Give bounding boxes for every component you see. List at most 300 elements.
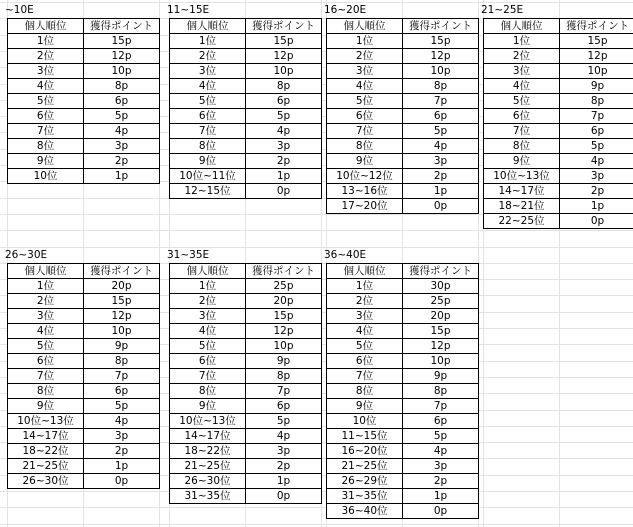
rank-cell[interactable]: 4位 xyxy=(327,79,403,94)
points-cell[interactable]: 15p xyxy=(84,34,160,49)
table-header-row xyxy=(8,264,160,279)
header-points[interactable]: 獲得ポイント xyxy=(403,19,479,34)
points-cell[interactable]: 3p xyxy=(403,459,479,474)
points-cell[interactable]: 9p xyxy=(246,354,322,369)
rank-cell[interactable]: 9位 xyxy=(484,154,560,169)
rank-cell[interactable]: 3位 xyxy=(484,64,560,79)
rank-cell[interactable]: 10位~13位 xyxy=(8,414,84,429)
points-cell[interactable]: 7p xyxy=(403,399,479,414)
rank-cell[interactable]: 36~40位 xyxy=(327,504,403,519)
rank-cell[interactable]: 9位 xyxy=(8,399,84,414)
points-cell[interactable]: 6p xyxy=(84,94,160,109)
header-rank[interactable]: 個人順位 xyxy=(8,19,84,34)
table-row xyxy=(8,79,160,94)
points-cell[interactable]: 4p xyxy=(560,154,633,169)
table-row xyxy=(327,184,479,199)
rank-cell[interactable]: 3位 xyxy=(8,309,84,324)
table-row xyxy=(327,34,479,49)
points-cell[interactable]: 12p xyxy=(403,339,479,354)
points-cell[interactable]: 15p xyxy=(84,294,160,309)
points-cell[interactable]: 5p xyxy=(84,109,160,124)
table-row xyxy=(170,354,322,369)
rank-cell[interactable]: 8位 xyxy=(484,139,560,154)
table-row xyxy=(170,109,322,124)
table-row xyxy=(327,309,479,324)
points-cell[interactable]: 8p xyxy=(560,94,633,109)
table-row xyxy=(484,79,633,94)
table-row xyxy=(170,444,322,459)
points-cell[interactable]: 1p xyxy=(246,474,322,489)
rank-cell[interactable]: 18~22位 xyxy=(170,444,246,459)
rank-cell[interactable]: 4位 xyxy=(170,324,246,339)
points-cell[interactable]: 10p xyxy=(403,354,479,369)
rank-cell[interactable]: 9位 xyxy=(327,154,403,169)
rank-cell[interactable]: 2位 xyxy=(8,294,84,309)
points-cell[interactable]: 4p xyxy=(403,444,479,459)
table-row xyxy=(484,199,633,214)
rank-cell[interactable]: 8位 xyxy=(170,384,246,399)
points-cell[interactable]: 9p xyxy=(560,79,633,94)
table-block-1 xyxy=(5,4,159,184)
table-row xyxy=(327,154,479,169)
rank-cell[interactable]: 7位 xyxy=(8,124,84,139)
table-row xyxy=(327,459,479,474)
rank-cell[interactable]: 3位 xyxy=(327,309,403,324)
rank-cell[interactable]: 1位 xyxy=(484,34,560,49)
points-cell[interactable]: 12p xyxy=(84,49,160,64)
rank-cell[interactable]: 6位 xyxy=(8,354,84,369)
points-cell[interactable]: 0p xyxy=(246,184,322,199)
rank-cell[interactable]: 21~25位 xyxy=(327,459,403,474)
points-cell[interactable]: 8p xyxy=(246,79,322,94)
points-cell[interactable]: 7p xyxy=(246,384,322,399)
rank-cell[interactable]: 10位~11位 xyxy=(170,169,246,184)
points-cell[interactable]: 1p xyxy=(403,184,479,199)
rank-cell[interactable]: 1位 xyxy=(8,279,84,294)
points-cell[interactable]: 3p xyxy=(246,444,322,459)
points-cell[interactable]: 8p xyxy=(403,384,479,399)
table-row xyxy=(327,199,479,214)
rank-cell[interactable]: 5位 xyxy=(8,94,84,109)
table-row xyxy=(8,444,160,459)
rank-cell[interactable]: 21~25位 xyxy=(8,459,84,474)
rank-cell[interactable]: 2位 xyxy=(327,49,403,64)
rank-cell[interactable]: 26~30位 xyxy=(8,474,84,489)
table-header-row xyxy=(170,264,322,279)
header-rank[interactable]: 個人順位 xyxy=(170,264,246,279)
rank-cell[interactable]: 4位 xyxy=(8,79,84,94)
rank-cell[interactable]: 5位 xyxy=(327,94,403,109)
rank-cell[interactable]: 6位 xyxy=(8,109,84,124)
header-points[interactable]: 獲得ポイント xyxy=(403,264,479,279)
table-row xyxy=(170,429,322,444)
rank-cell[interactable]: 5位 xyxy=(8,339,84,354)
table-row xyxy=(8,94,160,109)
points-table xyxy=(169,263,322,504)
rank-cell[interactable]: 26~30位 xyxy=(170,474,246,489)
points-cell[interactable]: 0p xyxy=(403,199,479,214)
table-row xyxy=(484,109,633,124)
gridline-horizontal xyxy=(0,524,633,525)
rank-cell[interactable]: 10位 xyxy=(327,414,403,429)
table-row xyxy=(8,139,160,154)
rank-cell[interactable]: 5位 xyxy=(170,339,246,354)
rank-cell[interactable]: 6位 xyxy=(170,354,246,369)
table-row xyxy=(170,279,322,294)
table-row xyxy=(327,444,479,459)
table-row xyxy=(170,309,322,324)
points-cell[interactable]: 10p xyxy=(84,324,160,339)
rank-cell[interactable]: 31~35位 xyxy=(170,489,246,504)
points-cell[interactable]: 6p xyxy=(403,414,479,429)
header-rank[interactable]: 個人順位 xyxy=(327,264,403,279)
table-block-4 xyxy=(481,4,633,229)
points-cell[interactable]: 1p xyxy=(84,459,160,474)
table-row xyxy=(170,49,322,64)
table-row xyxy=(327,354,479,369)
table-row xyxy=(484,169,633,184)
rank-cell[interactable]: 21~25位 xyxy=(170,459,246,474)
rank-cell[interactable]: 7位 xyxy=(327,369,403,384)
points-cell[interactable]: 7p xyxy=(403,94,479,109)
points-cell[interactable]: 15p xyxy=(246,309,322,324)
table-row xyxy=(170,384,322,399)
rank-cell[interactable]: 11~15位 xyxy=(327,429,403,444)
points-cell[interactable]: 9p xyxy=(403,369,479,384)
points-cell[interactable]: 5p xyxy=(84,399,160,414)
points-cell[interactable]: 8p xyxy=(403,79,479,94)
points-cell[interactable]: 15p xyxy=(403,34,479,49)
points-cell[interactable]: 20p xyxy=(84,279,160,294)
points-cell[interactable]: 5p xyxy=(246,414,322,429)
rank-cell[interactable]: 10位~12位 xyxy=(327,169,403,184)
points-cell[interactable]: 10p xyxy=(403,64,479,79)
points-cell[interactable]: 1p xyxy=(84,169,160,184)
points-cell[interactable]: 2p xyxy=(403,474,479,489)
header-points[interactable]: 獲得ポイント xyxy=(84,264,160,279)
table-row xyxy=(8,414,160,429)
rank-cell[interactable]: 7位 xyxy=(484,124,560,139)
points-cell[interactable]: 6p xyxy=(560,124,633,139)
rank-cell[interactable]: 4位 xyxy=(170,79,246,94)
table-row xyxy=(170,79,322,94)
table-row xyxy=(8,279,160,294)
table-row xyxy=(484,154,633,169)
points-cell[interactable]: 3p xyxy=(560,169,633,184)
rank-cell[interactable]: 1位 xyxy=(8,34,84,49)
points-cell[interactable]: 25p xyxy=(246,279,322,294)
points-cell[interactable]: 3p xyxy=(246,139,322,154)
points-cell[interactable]: 20p xyxy=(246,294,322,309)
table-row xyxy=(327,369,479,384)
points-table xyxy=(169,18,322,199)
table-row xyxy=(8,459,160,474)
points-cell[interactable]: 15p xyxy=(560,34,633,49)
header-rank[interactable]: 個人順位 xyxy=(484,19,560,34)
points-cell[interactable]: 4p xyxy=(403,139,479,154)
rank-cell[interactable]: 2位 xyxy=(327,294,403,309)
points-cell[interactable]: 0p xyxy=(246,489,322,504)
points-table xyxy=(7,263,160,489)
points-cell[interactable]: 15p xyxy=(403,324,479,339)
table-row xyxy=(8,354,160,369)
table-header-row xyxy=(484,19,633,34)
table-row xyxy=(484,94,633,109)
points-cell[interactable]: 12p xyxy=(560,49,633,64)
points-cell[interactable]: 4p xyxy=(246,429,322,444)
points-cell[interactable]: 2p xyxy=(560,184,633,199)
header-rank[interactable]: 個人順位 xyxy=(8,264,84,279)
table-block-3 xyxy=(324,4,478,214)
points-cell[interactable]: 8p xyxy=(246,369,322,384)
rank-cell[interactable]: 31~35位 xyxy=(327,489,403,504)
points-cell[interactable]: 6p xyxy=(403,109,479,124)
points-cell[interactable]: 5p xyxy=(246,109,322,124)
rank-cell[interactable]: 7位 xyxy=(170,124,246,139)
rank-cell[interactable]: 9位 xyxy=(170,154,246,169)
table-row xyxy=(8,64,160,79)
table-row xyxy=(170,324,322,339)
table-header-row xyxy=(170,19,322,34)
table-header-row xyxy=(327,264,479,279)
table-row xyxy=(484,184,633,199)
table-row xyxy=(8,384,160,399)
rank-cell[interactable]: 1位 xyxy=(170,279,246,294)
points-cell[interactable]: 9p xyxy=(84,339,160,354)
rank-cell[interactable]: 4位 xyxy=(327,324,403,339)
table-title: 26~30E xyxy=(5,249,48,261)
points-cell[interactable]: 0p xyxy=(84,474,160,489)
header-rank[interactable]: 個人順位 xyxy=(327,19,403,34)
rank-cell[interactable]: 6位 xyxy=(170,109,246,124)
table-row xyxy=(327,124,479,139)
rank-cell[interactable]: 3位 xyxy=(8,64,84,79)
points-cell[interactable]: 3p xyxy=(403,154,479,169)
table-row xyxy=(327,384,479,399)
points-cell[interactable]: 4p xyxy=(84,124,160,139)
table-title: 36~40E xyxy=(324,249,367,261)
table-row xyxy=(170,414,322,429)
points-cell[interactable]: 8p xyxy=(84,79,160,94)
points-cell[interactable]: 7p xyxy=(560,109,633,124)
rank-cell[interactable]: 26~29位 xyxy=(327,474,403,489)
gridline-horizontal xyxy=(0,2,633,3)
gridline-horizontal xyxy=(0,230,633,231)
table-row xyxy=(327,279,479,294)
header-points[interactable]: 獲得ポイント xyxy=(84,19,160,34)
rank-cell[interactable]: 7位 xyxy=(8,369,84,384)
rank-cell[interactable]: 4位 xyxy=(484,79,560,94)
rank-cell[interactable]: 8位 xyxy=(327,139,403,154)
table-row xyxy=(484,64,633,79)
table-row xyxy=(170,369,322,384)
points-cell[interactable]: 8p xyxy=(84,354,160,369)
points-cell[interactable]: 1p xyxy=(403,489,479,504)
rank-cell[interactable]: 10位~13位 xyxy=(170,414,246,429)
rank-cell[interactable]: 12~15位 xyxy=(170,184,246,199)
header-rank[interactable]: 個人順位 xyxy=(170,19,246,34)
points-cell[interactable]: 2p xyxy=(246,459,322,474)
points-cell[interactable]: 10p xyxy=(246,339,322,354)
points-cell[interactable]: 12p xyxy=(246,324,322,339)
rank-cell[interactable]: 2位 xyxy=(484,49,560,64)
rank-cell[interactable]: 4位 xyxy=(8,324,84,339)
points-cell[interactable]: 6p xyxy=(246,399,322,414)
points-cell[interactable]: 1p xyxy=(560,199,633,214)
table-row xyxy=(484,124,633,139)
rank-cell[interactable]: 14~17位 xyxy=(170,429,246,444)
table-row xyxy=(327,294,479,309)
points-cell[interactable]: 2p xyxy=(84,154,160,169)
rank-cell[interactable]: 8位 xyxy=(170,139,246,154)
points-cell[interactable]: 6p xyxy=(246,94,322,109)
table-row xyxy=(8,154,160,169)
points-cell[interactable]: 5p xyxy=(560,139,633,154)
table-row xyxy=(170,154,322,169)
points-cell[interactable]: 5p xyxy=(403,429,479,444)
gridline-horizontal xyxy=(0,507,633,508)
points-cell[interactable]: 4p xyxy=(84,414,160,429)
table-block-5 xyxy=(5,249,159,489)
points-table xyxy=(326,263,479,519)
rank-cell[interactable]: 7位 xyxy=(170,369,246,384)
table-row xyxy=(170,459,322,474)
table-title: 11~15E xyxy=(167,4,210,16)
header-points[interactable]: 獲得ポイント xyxy=(560,19,633,34)
rank-cell[interactable]: 3位 xyxy=(170,64,246,79)
table-header-row xyxy=(8,19,160,34)
points-cell[interactable]: 20p xyxy=(403,309,479,324)
table-row xyxy=(8,49,160,64)
rank-cell[interactable]: 8位 xyxy=(8,384,84,399)
table-title: 31~35E xyxy=(167,249,210,261)
rank-cell[interactable]: 7位 xyxy=(327,124,403,139)
table-block-2 xyxy=(167,4,321,199)
table-header-row xyxy=(327,19,479,34)
points-cell[interactable]: 5p xyxy=(403,124,479,139)
rank-cell[interactable]: 5位 xyxy=(484,94,560,109)
table-row xyxy=(170,339,322,354)
table-row xyxy=(8,474,160,489)
points-cell[interactable]: 6p xyxy=(84,384,160,399)
rank-cell[interactable]: 5位 xyxy=(170,94,246,109)
table-row xyxy=(170,184,322,199)
points-cell[interactable]: 1p xyxy=(246,169,322,184)
table-row xyxy=(170,474,322,489)
points-cell[interactable]: 3p xyxy=(84,139,160,154)
points-cell[interactable]: 12p xyxy=(246,49,322,64)
rank-cell[interactable]: 22~25位 xyxy=(484,214,560,229)
table-row xyxy=(484,214,633,229)
rank-cell[interactable]: 9位 xyxy=(170,399,246,414)
table-block-7 xyxy=(324,249,478,519)
points-cell[interactable]: 10p xyxy=(560,64,633,79)
points-cell[interactable]: 2p xyxy=(246,154,322,169)
points-cell[interactable]: 0p xyxy=(560,214,633,229)
table-row xyxy=(170,34,322,49)
rank-cell[interactable]: 1位 xyxy=(327,34,403,49)
table-row xyxy=(170,124,322,139)
rank-cell[interactable]: 18~21位 xyxy=(484,199,560,214)
points-cell[interactable]: 0p xyxy=(403,504,479,519)
table-block-6 xyxy=(167,249,321,504)
rank-cell[interactable]: 3位 xyxy=(170,309,246,324)
rank-cell[interactable]: 16~20位 xyxy=(327,444,403,459)
rank-cell[interactable]: 6位 xyxy=(484,109,560,124)
points-cell[interactable]: 12p xyxy=(403,49,479,64)
table-row xyxy=(484,34,633,49)
rank-cell[interactable]: 10位~13位 xyxy=(484,169,560,184)
points-cell[interactable]: 10p xyxy=(84,64,160,79)
rank-cell[interactable]: 18~22位 xyxy=(8,444,84,459)
table-row xyxy=(170,94,322,109)
rank-cell[interactable]: 8位 xyxy=(327,384,403,399)
table-row xyxy=(484,139,633,154)
table-row xyxy=(327,79,479,94)
points-cell[interactable]: 2p xyxy=(84,444,160,459)
table-row xyxy=(8,324,160,339)
points-cell[interactable]: 7p xyxy=(84,369,160,384)
table-row xyxy=(8,399,160,414)
table-row xyxy=(8,124,160,139)
rank-cell[interactable]: 9位 xyxy=(8,154,84,169)
points-cell[interactable]: 2p xyxy=(403,169,479,184)
table-row xyxy=(327,339,479,354)
rank-cell[interactable]: 8位 xyxy=(8,139,84,154)
rank-cell[interactable]: 17~20位 xyxy=(327,199,403,214)
rank-cell[interactable]: 14~17位 xyxy=(484,184,560,199)
rank-cell[interactable]: 2位 xyxy=(170,49,246,64)
header-points[interactable]: 獲得ポイント xyxy=(246,19,322,34)
points-table xyxy=(326,18,479,214)
rank-cell[interactable]: 5位 xyxy=(327,339,403,354)
table-row xyxy=(327,139,479,154)
table-row xyxy=(327,414,479,429)
table-row xyxy=(170,399,322,414)
points-cell[interactable]: 3p xyxy=(84,429,160,444)
points-cell[interactable]: 25p xyxy=(403,294,479,309)
rank-cell[interactable]: 2位 xyxy=(170,294,246,309)
rank-cell[interactable]: 6位 xyxy=(327,109,403,124)
table-title: ~10E xyxy=(5,4,34,16)
points-cell[interactable]: 30p xyxy=(403,279,479,294)
points-cell[interactable]: 10p xyxy=(246,64,322,79)
table-row xyxy=(327,489,479,504)
header-points[interactable]: 獲得ポイント xyxy=(246,264,322,279)
rank-cell[interactable]: 3位 xyxy=(327,64,403,79)
rank-cell[interactable]: 14~17位 xyxy=(8,429,84,444)
rank-cell[interactable]: 1位 xyxy=(170,34,246,49)
table-row xyxy=(327,109,479,124)
rank-cell[interactable]: 2位 xyxy=(8,49,84,64)
rank-cell[interactable]: 6位 xyxy=(327,354,403,369)
rank-cell[interactable]: 10位 xyxy=(8,169,84,184)
rank-cell[interactable]: 9位 xyxy=(327,399,403,414)
rank-cell[interactable]: 1位 xyxy=(327,279,403,294)
table-row xyxy=(327,504,479,519)
table-row xyxy=(327,49,479,64)
table-row xyxy=(8,309,160,324)
points-cell[interactable]: 4p xyxy=(246,124,322,139)
points-cell[interactable]: 12p xyxy=(84,309,160,324)
points-table xyxy=(483,18,633,229)
rank-cell[interactable]: 13~16位 xyxy=(327,184,403,199)
table-row xyxy=(327,94,479,109)
table-row xyxy=(8,339,160,354)
table-row xyxy=(327,64,479,79)
points-cell[interactable]: 15p xyxy=(246,34,322,49)
table-title: 21~25E xyxy=(481,4,524,16)
